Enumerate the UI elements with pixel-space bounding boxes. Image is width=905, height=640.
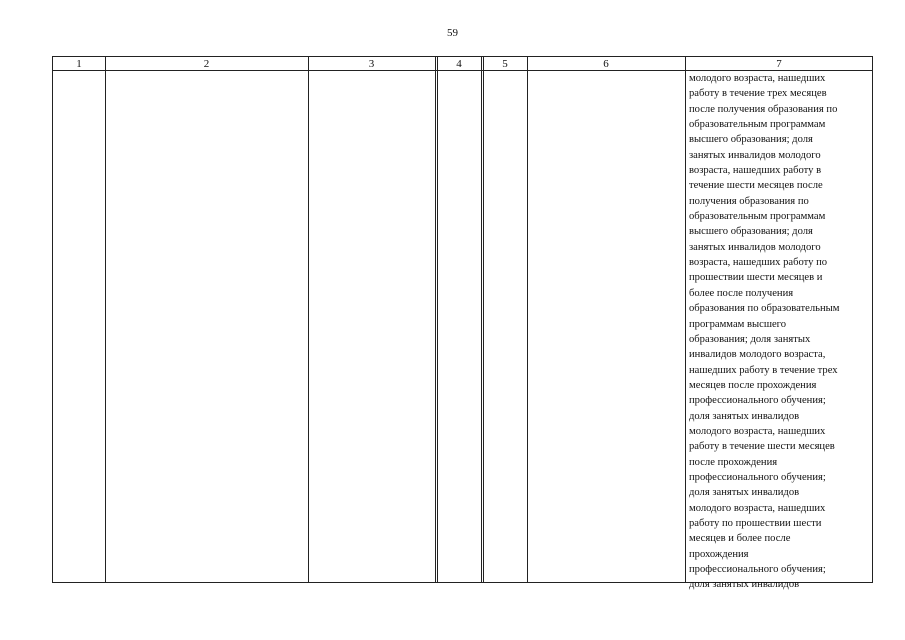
column-header-5: 5 — [502, 58, 508, 70]
column-header-7: 7 — [776, 58, 782, 70]
text-line: инвалидов молодого возраста, — [689, 349, 826, 361]
text-line: образования; доля занятых — [689, 333, 811, 345]
text-line: молодого возраста, нашедших — [689, 73, 826, 84]
text-line: работу в течение трех месяцев — [689, 88, 827, 100]
text-line: молодого возраста, нашедших — [689, 425, 826, 437]
column-divider — [105, 57, 106, 582]
text-line: высшего образования; доля — [689, 134, 813, 146]
text-line: доля занятых инвалидов — [689, 579, 800, 591]
text-line: после прохождения — [689, 456, 778, 468]
column-header-4: 4 — [456, 58, 462, 70]
column-divider — [435, 57, 436, 582]
column-header-1: 1 — [76, 58, 82, 70]
text-line: профессионального обучения; — [689, 471, 826, 483]
text-line: занятых инвалидов молодого — [689, 241, 821, 253]
text-line: нашедших работу в течение трех — [689, 364, 838, 376]
column-header-2: 2 — [203, 58, 210, 70]
column-header-3: 3 — [368, 58, 375, 70]
text-line: месяцев и более после — [689, 533, 791, 545]
text-line: молодого возраста, нашедших — [689, 502, 826, 514]
column-divider — [481, 57, 482, 582]
text-line: профессионального обучения; — [689, 564, 826, 575]
column-7-text — [689, 71, 875, 593]
text-line: профессионального обучения; — [689, 395, 826, 407]
column-divider — [437, 57, 438, 582]
column-divider — [308, 57, 309, 582]
text-line: образовательным программам — [689, 211, 826, 223]
document-table — [52, 56, 873, 591]
text-line: программам высшего — [689, 318, 787, 330]
text-line: получения образования по — [689, 195, 809, 207]
text-line: возраста, нашедших работу в — [689, 165, 822, 177]
text-line: образовательным программам — [689, 119, 826, 131]
text-line: доля занятых инвалидов — [689, 410, 800, 422]
text-line: возраста, нашедших работу по — [689, 257, 828, 269]
column-divider — [527, 57, 528, 582]
text-line: прошествии шести месяцев и — [689, 272, 823, 284]
text-line: прохождения — [689, 548, 749, 560]
text-line: после получения образования по — [689, 103, 838, 115]
column-divider — [685, 57, 686, 582]
text-line: течение шести месяцев после — [689, 180, 823, 192]
text-line: занятых инвалидов молодого — [689, 149, 821, 161]
column-divider — [483, 57, 484, 582]
page-number: 59 — [447, 27, 458, 39]
text-line: доля занятых инвалидов — [689, 487, 800, 499]
text-line: образования по образовательным — [689, 303, 840, 315]
text-line: высшего образования; доля — [689, 226, 813, 238]
text-line: работу в течение шести месяцев — [689, 441, 835, 453]
text-line: более после получения — [689, 287, 794, 299]
text-line: месяцев после прохождения — [689, 379, 817, 391]
column-header-6: 6 — [603, 58, 609, 70]
text-line: работу по прошествии шести — [689, 517, 822, 529]
